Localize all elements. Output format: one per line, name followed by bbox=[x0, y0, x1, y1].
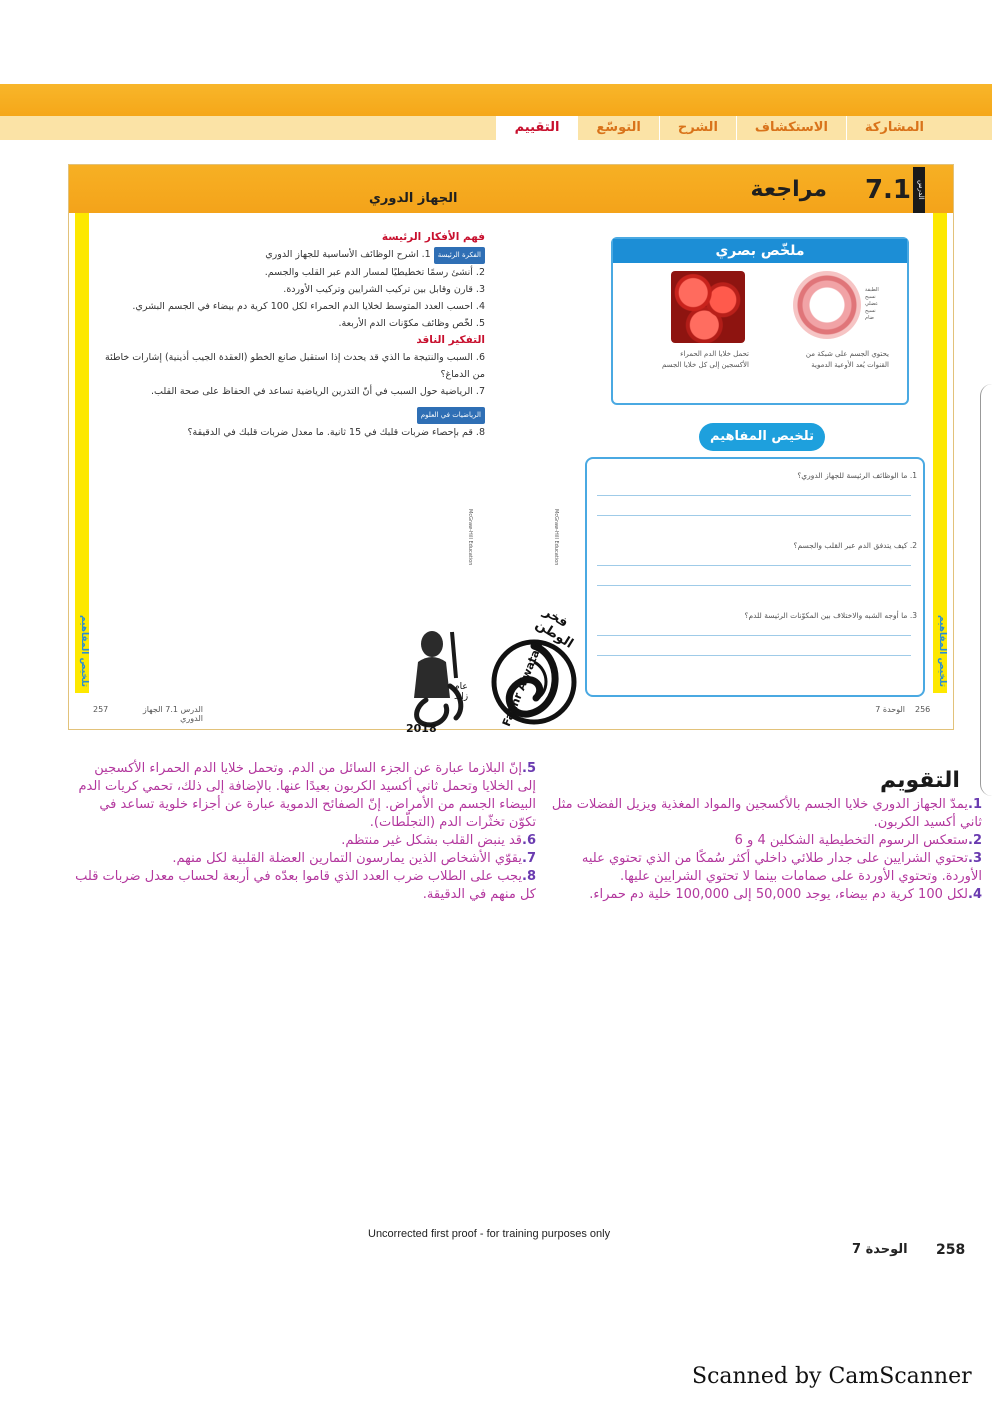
concept-question: 1. ما الوظائف الرئيسة للجهاز الدوري؟ bbox=[797, 471, 917, 480]
page-number: 258 bbox=[936, 1242, 966, 1258]
answer-item: 3.تحتوي الشرايين على جدار طلائي داخلي أكثر سُمكًا من الذي تحتوي عليه الأوردة. وتحتوي الأوردة على صمامات بينما لا تحتوي الشرايين عليها. bbox=[581, 851, 982, 884]
concept-question: 2. كيف يتدفق الدم عبر القلب والجسم؟ bbox=[793, 541, 917, 550]
spine-credit-left: McGraw-Hill Education bbox=[467, 509, 473, 566]
answer-item: 5.إنّ البلازما عبارة عن الجزء السائل من الدم. وتحمل خلايا الدم الحمراء الأكسجين إلى الخلايا وتحمل ثاني أكسيد الكربون بعيدًا عنها. بالإضافة إلى ذلك، تحمي كريات الدم البيضاء الجسم من الأمراض. إنّ الصفائح الدموية عبارة عن أجزاء خلوية تساعد في تكوّن تخثّرات الدم (التجلّطات). bbox=[78, 761, 536, 830]
answers-column-left bbox=[74, 760, 536, 904]
visual-summary-title: ملخّص بصري bbox=[613, 239, 907, 263]
question-item: 6. السبب والنتيجة ما الذي قد يحدث إذا استقبل صانع الخطو (العقدة الجيب أذينية) إشارات خاطئة من الدماغ؟ bbox=[104, 352, 485, 380]
blood-caption: تحمل خلايا الدم الحمراء الأكسجين إلى كل خلايا الجسم bbox=[661, 350, 749, 369]
answer-item: 8.يجب على الطلاب ضرب العدد الذي قاموا بعدّه في أربعة لحساب معدل ضربات قلب كل منهم في الدقيقة. bbox=[75, 869, 536, 902]
right-page-footer: الوحدة 7 bbox=[875, 705, 905, 714]
left-page-footer: الدرس 7.1 الجهاز الدوري bbox=[142, 705, 203, 723]
question-item: 8. قم بإحصاء ضربات قلبك في 15 ثانية. ما معدل ضربات قلبك في الدقيقة؟ bbox=[187, 427, 485, 438]
tab-engage[interactable]: المشاركة bbox=[846, 116, 942, 140]
page-curl-edge bbox=[980, 384, 992, 796]
zayed-year: 2018 bbox=[406, 722, 437, 735]
tab-explain[interactable]: الشرح bbox=[659, 116, 736, 140]
left-page-number: 257 bbox=[93, 705, 109, 714]
lesson-title: مراجعة bbox=[750, 177, 827, 202]
red-blood-cells-image bbox=[671, 271, 745, 343]
top-banner bbox=[0, 84, 992, 116]
evaluation-title: التقويم bbox=[880, 768, 960, 793]
fakhr-text: فخر الوطن bbox=[532, 604, 576, 652]
visual-summary-box bbox=[611, 237, 909, 405]
fakhr-alwatan-stamp bbox=[484, 604, 596, 736]
main-idea-badge: الفكرة الرئيسة bbox=[434, 247, 485, 264]
tab-evaluate[interactable]: التقييم bbox=[496, 116, 578, 140]
lesson-badge: الدرس bbox=[913, 167, 925, 213]
tab-elaborate[interactable]: التوسّع bbox=[577, 116, 658, 140]
question-item: 3. قارن وقابل بين تركيب الشرايين وتركيب الأوردة. bbox=[283, 284, 485, 295]
side-tag-left: تلخيص المفاهيم bbox=[79, 615, 89, 687]
camscanner-watermark: Scanned by CamScanner bbox=[692, 1364, 972, 1389]
answer-item: 7.يقوّي الأشخاص الذين يمارسون التمارين العضلة القلبية لكل منهم. bbox=[172, 851, 536, 866]
artery-caption: يحتوي الجسم على شبكة من القنوات يُعد الأوعية الدموية bbox=[805, 350, 889, 369]
concept-question: 3. ما أوجه الشبه والاختلاف بين المكوّنات الرئيسة للدم؟ bbox=[744, 611, 917, 620]
question-item: 4. احسب العدد المتوسط لخلايا الدم الحمراء لكل 100 كرية دم بيضاء في الجسم البشري. bbox=[132, 301, 485, 312]
answers-column-right bbox=[540, 796, 982, 904]
section-tabs bbox=[0, 116, 992, 140]
left-page-title: الجهاز الدوري bbox=[369, 191, 458, 206]
tab-explore[interactable]: الاستكشاف bbox=[736, 116, 846, 140]
main-ideas-heading: فهم الأفكار الرئيسة bbox=[381, 231, 485, 243]
question-item: 2. أنشئ رسمًا تخطيطيًا لمسار الدم عبر القلب والجسم. bbox=[264, 267, 485, 278]
fakhr-latin: Fakhr Alwatan bbox=[499, 640, 546, 729]
artery-labels: الطبقة نسيج عضلي نسيج ضام bbox=[865, 287, 879, 321]
question-item: 7. الرياضية حول السبب في أنّ التدرين الرياضية تساعد في الحفاظ على صحة القلب. bbox=[151, 386, 485, 397]
question-item: الفكرة الرئيسة 1. اشرح الوظائف الأساسية للجهاز الدوري bbox=[99, 246, 485, 264]
review-questions bbox=[99, 229, 485, 441]
artery-cross-section-image bbox=[793, 271, 861, 339]
answer-item: 4.لكل 100 كرية دم بيضاء، يوجد 50,000 إلى 100,000 خلية دم حمراء. bbox=[589, 887, 982, 902]
zayed-text: عام زايد bbox=[454, 682, 469, 702]
proof-note: Uncorrected first proof - for training purposes only bbox=[368, 1228, 611, 1240]
lesson-number: 7.1 bbox=[864, 175, 911, 205]
math-badge: الرياضيات في العلوم bbox=[417, 407, 485, 424]
answer-item: 1.يمدّ الجهاز الدوري خلايا الجسم بالأكسجين والمواد المغذية ويزيل الفضلات مثل ثاني أكسيد الكربون. bbox=[551, 797, 982, 830]
unit-label: الوحدة 7 bbox=[852, 1242, 908, 1257]
zayed-year-stamp bbox=[406, 622, 478, 736]
spine-credit-right: McGraw-Hill Education bbox=[553, 509, 559, 566]
question-item: 5. لخّص وظائف مكوّنات الدم الأربعة. bbox=[338, 318, 485, 329]
critical-thinking-heading: التفكير الناقد bbox=[416, 334, 485, 346]
right-page-number: 256 bbox=[915, 705, 931, 714]
answer-item: 2.ستعكس الرسوم التخطيطية الشكلين 4 و 6 bbox=[734, 833, 982, 848]
answer-item: 6.قد ينبض القلب بشكل غير منتظم. bbox=[341, 833, 536, 848]
summarize-concepts-title: تلخيص المفاهيم bbox=[699, 423, 825, 451]
summarize-concepts-box bbox=[585, 457, 925, 697]
side-tag-right: تلخيص المفاهيم bbox=[937, 615, 947, 687]
